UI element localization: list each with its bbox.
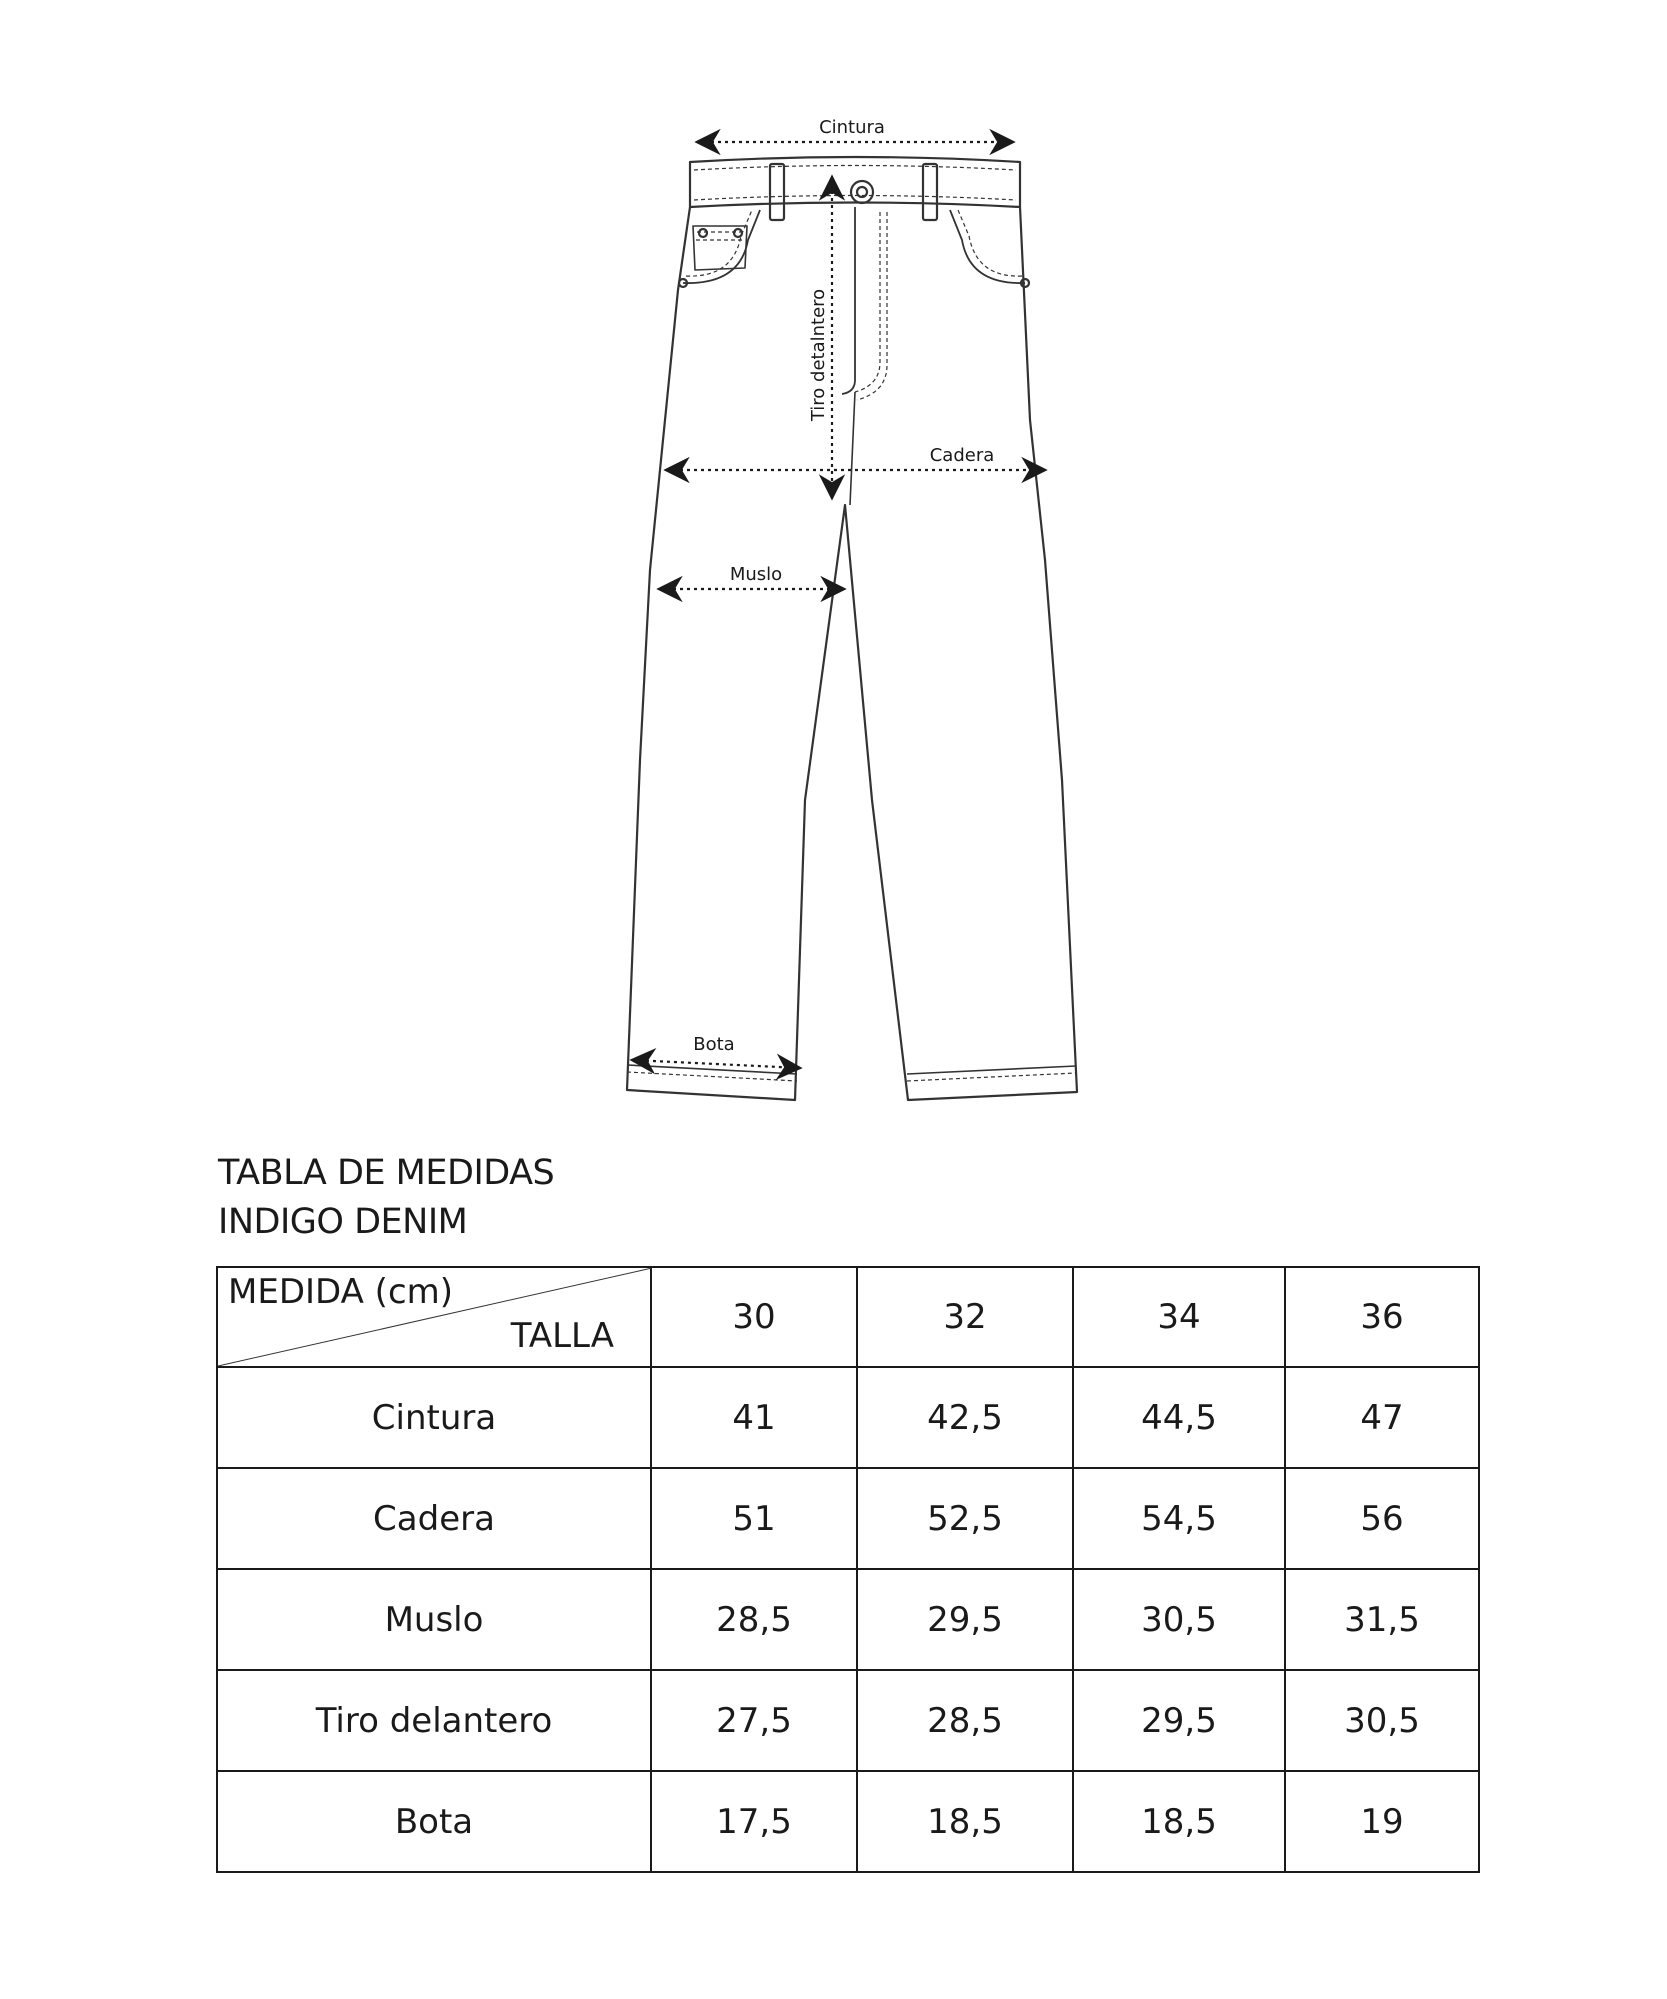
size-table xyxy=(216,1266,1480,1873)
row-label: Cadera xyxy=(217,1468,651,1569)
table-cell: 18,5 xyxy=(857,1771,1073,1872)
table-row-muslo xyxy=(217,1569,1479,1670)
table-cell: 41 xyxy=(651,1367,857,1468)
cintura-label: Cintura xyxy=(819,117,885,138)
table-cell: 17,5 xyxy=(651,1771,857,1872)
table-cell: 31,5 xyxy=(1285,1569,1479,1670)
table-row-cadera xyxy=(217,1468,1479,1569)
table-cell: 29,5 xyxy=(1073,1670,1285,1771)
table-row-cintura xyxy=(217,1367,1479,1468)
chart-title: TABLA DE MEDIDAS xyxy=(218,1153,555,1193)
table-cell: 30,5 xyxy=(1073,1569,1285,1670)
row-label: Muslo xyxy=(217,1569,651,1670)
table-cell: 52,5 xyxy=(857,1468,1073,1569)
cadera-label: Cadera xyxy=(929,445,995,466)
table-corner xyxy=(217,1267,651,1367)
size-header: TALLA xyxy=(510,1316,614,1356)
table-cell: 47 xyxy=(1285,1367,1479,1468)
table-cell: 19 xyxy=(1285,1771,1479,1872)
row-label: Cintura xyxy=(217,1367,651,1468)
bota-label: Bota xyxy=(693,1034,735,1055)
table-cell: 28,5 xyxy=(651,1569,857,1670)
table-cell: 56 xyxy=(1285,1468,1479,1569)
size-32-header: 32 xyxy=(857,1267,1073,1367)
size-34-header: 34 xyxy=(1073,1267,1285,1367)
size-header-row xyxy=(217,1267,1479,1367)
tiro-label: Tiro detalntero xyxy=(808,288,829,422)
muslo-label: Muslo xyxy=(729,564,783,585)
jeans-outline xyxy=(627,157,1077,1100)
table-cell: 42,5 xyxy=(857,1367,1073,1468)
size-36-header: 36 xyxy=(1285,1267,1479,1367)
measure-header: MEDIDA (cm) xyxy=(228,1272,454,1312)
table-row-bota xyxy=(217,1771,1479,1872)
table-cell: 27,5 xyxy=(651,1670,857,1771)
chart-subtitle: INDIGO DENIM xyxy=(218,1202,468,1242)
size-30-header: 30 xyxy=(651,1267,857,1367)
table-cell: 18,5 xyxy=(1073,1771,1285,1872)
table-cell: 29,5 xyxy=(857,1569,1073,1670)
row-label: Bota xyxy=(217,1771,651,1872)
row-label: Tiro delantero xyxy=(217,1670,651,1771)
table-cell: 28,5 xyxy=(857,1670,1073,1771)
table-cell: 51 xyxy=(651,1468,857,1569)
table-cell: 30,5 xyxy=(1285,1670,1479,1771)
table-row-tiro-delantero xyxy=(217,1670,1479,1771)
table-cell: 44,5 xyxy=(1073,1367,1285,1468)
table-cell: 54,5 xyxy=(1073,1468,1285,1569)
measurement-lines xyxy=(632,142,1045,1068)
